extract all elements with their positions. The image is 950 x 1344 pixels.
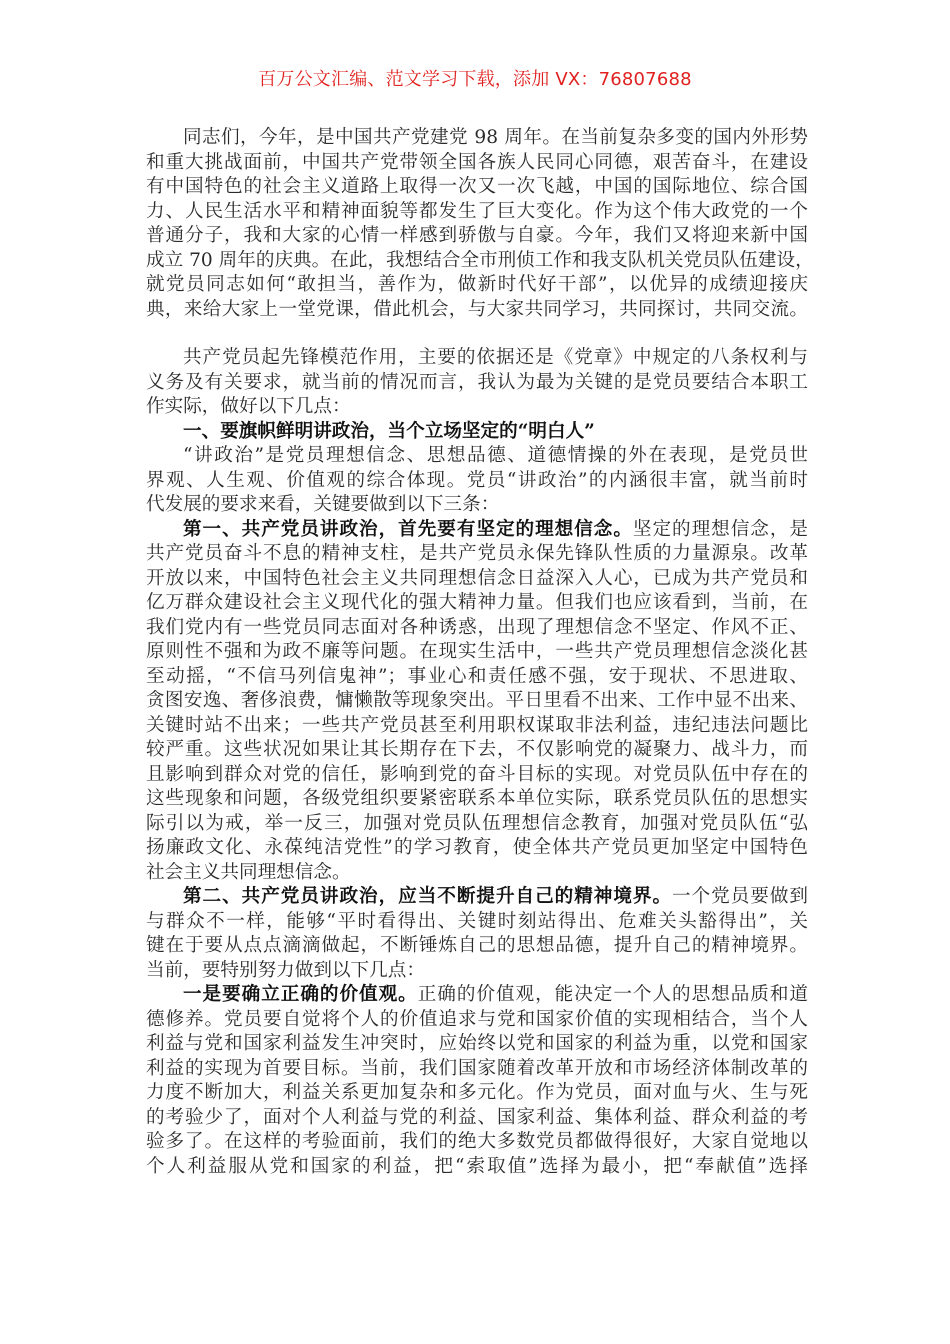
text-line: 利益的实现为首要目标。当前，我们国家随着改革开放和市场经济体制改革的	[146, 1057, 808, 1079]
paragraph-politics	[146, 444, 816, 518]
text-line: “讲政治”是党员理想信念、思想品德、道德情操的外在表现，是党员世	[183, 445, 808, 466]
text-line: 义务及有关要求，就当前的情况而言，我认为最为关键的是党员要结合本职工	[146, 371, 808, 393]
text-line: 力、人民生活水平和精神面貌等都发生了巨大变化。作为这个伟大政党的一个	[146, 200, 808, 222]
text-line: 社会主义共同理想信念。	[146, 861, 351, 883]
text-line: 德修养。党员要自觉将个人的价值追求与党和国家价值的实现相结合，当个人	[146, 1008, 808, 1030]
text-line: 际引以为戒，举一反三，加强对党员队伍理想信念教育，加强对党员队伍“弘	[146, 812, 808, 834]
lead-rest: 坚定的理想信念，是	[632, 518, 808, 540]
text-line: 这些现象和问题，各级党组织要紧密联系本单位实际，联系党员队伍的思想实	[146, 788, 808, 809]
paragraph-gap	[146, 322, 816, 346]
text-line: 键在于要从点点滴滴做起，不断锤炼自己的思想品德，提升自己的精神境界。	[146, 935, 808, 956]
text-line: 典，来给大家上一堂党课，借此机会，与大家共同学习，共同探讨，共同交流。	[146, 298, 808, 320]
download-banner: 百万公文汇编、范文学习下载，添加 VX：76807688	[258, 69, 692, 90]
paragraph-point-one	[146, 518, 816, 886]
text-line: 验多了。在这样的考验面前，我们的绝大多数党员都做得很好，大家自觉地以	[146, 1131, 808, 1152]
text-line: 的考验少了，面对个人利益与党的利益、国家利益、集体利益、群众利益的考	[146, 1106, 808, 1128]
text-line: 和重大挑战面前，中国共产党带领全国各族人民同心同德，艰苦奋斗，在建设	[146, 151, 808, 173]
text-line: 且影响到群众对党的信任，影响到党的奋斗目标的实现。对党员队伍中存在的	[146, 763, 808, 785]
lead-rest: 正确的价值观，能决定一个人的思想品质和道	[417, 984, 808, 1005]
text-line: 亿万群众建设社会主义现代化的强大精神力量。但我们也应该看到，当前，在	[146, 592, 808, 613]
text-line: 就党员同志如何“敢担当，善作为，做新时代好干部”，以优异的成绩迎接庆	[146, 274, 808, 295]
text-line: 关键时站不出来；一些共产党员甚至利用职权谋取非法利益，违纪违法问题比	[146, 714, 808, 736]
paragraph-values	[146, 983, 816, 1179]
text-line: 有中国特色的社会主义道路上取得一次又一次飞越，中国的国际地位、综合国	[146, 176, 808, 197]
bold-lead: 第二、共产党员讲政治，应当不断提升自己的精神境界。	[183, 886, 673, 907]
text-line: 作实际，做好以下几点：	[146, 396, 351, 417]
text-line: 同志们，今年，是中国共产党建党 98 周年。在当前复杂多变的国内外形势	[183, 127, 808, 148]
text-line: 扬廉政文化、永葆纯洁党性”的学习教育，使全体共产党员更加坚定中国特色	[146, 837, 808, 858]
text-line	[146, 885, 808, 910]
text-line: 较严重。这些状况如果让其长期存在下去，不仅影响党的凝聚力、战斗力，而	[146, 739, 808, 760]
paragraph-point-two	[146, 885, 816, 983]
lead-rest: 一个党员要做到	[672, 886, 808, 907]
paragraph-overview	[146, 346, 816, 420]
paragraph-intro	[146, 126, 816, 322]
text-line: 开放以来，中国特色社会主义共同理想信念日益深入人心，已成为共产党员和	[146, 567, 808, 589]
bold-lead: 一是要确立正确的价值观。	[183, 984, 418, 1005]
bold-lead: 第一、共产党员讲政治，首先要有坚定的理想信念。	[183, 518, 633, 540]
text-line: 利益与党和国家利益发生冲突时，应始终以党和国家的利益为重，以党和国家	[146, 1033, 808, 1054]
section-heading: 一、要旗帜鲜明讲政治，当个立场坚定的“明白人”	[183, 420, 595, 442]
text-line: 至动摇，“不信马列信鬼神”；事业心和责任感不强，安于现状、不思进取、	[146, 665, 808, 687]
text-line	[146, 518, 808, 543]
text-line: 个人利益服从党和国家的利益，把“索取值”选择为最小，把“奉献值”选择	[146, 1155, 808, 1177]
text-line: 普通分子，我和大家的心情一样感到骄傲与自豪。今年，我们又将迎来新中国	[146, 225, 808, 246]
text-line: 界观、人生观、价值观的综合体现。党员“讲政治”的内涵很丰富，就当前时	[146, 469, 808, 491]
text-line: 共产党员起先锋模范作用，主要的依据还是《党章》中规定的八条权利与	[183, 347, 808, 368]
text-line: 与群众不一样，能够“平时看得出、关键时刻站得出、危难关头豁得出”，关	[146, 910, 808, 932]
text-line: 力度不断加大，利益关系更加复杂和多元化。作为党员，面对血与火、生与死	[146, 1082, 808, 1103]
text-line: 成立 70 周年的庆典。在此，我想结合全市刑侦工作和我支队机关党员队伍建设，	[146, 249, 814, 271]
text-line: 贪图安逸、奢侈浪费，慵懒散等现象突出。平日里看不出来、工作中显不出来、	[146, 690, 808, 711]
text-line: 当前，要特别努力做到以下几点：	[146, 959, 425, 981]
document-body	[146, 126, 816, 1179]
text-line: 原则性不强和为政不廉等问题。在现实生活中，一些共产党员理想信念淡化甚	[146, 641, 808, 662]
text-line	[146, 983, 808, 1008]
text-line: 我们党内有一些党员同志面对各种诱惑，出现了理想信念不坚定、作风不正、	[146, 616, 808, 638]
text-line: 共产党员奋斗不息的精神支柱，是共产党员永保先锋队性质的力量源泉。改革	[146, 543, 808, 564]
text-line: 代发展的要求来看，关键要做到以下三条：	[146, 494, 500, 515]
